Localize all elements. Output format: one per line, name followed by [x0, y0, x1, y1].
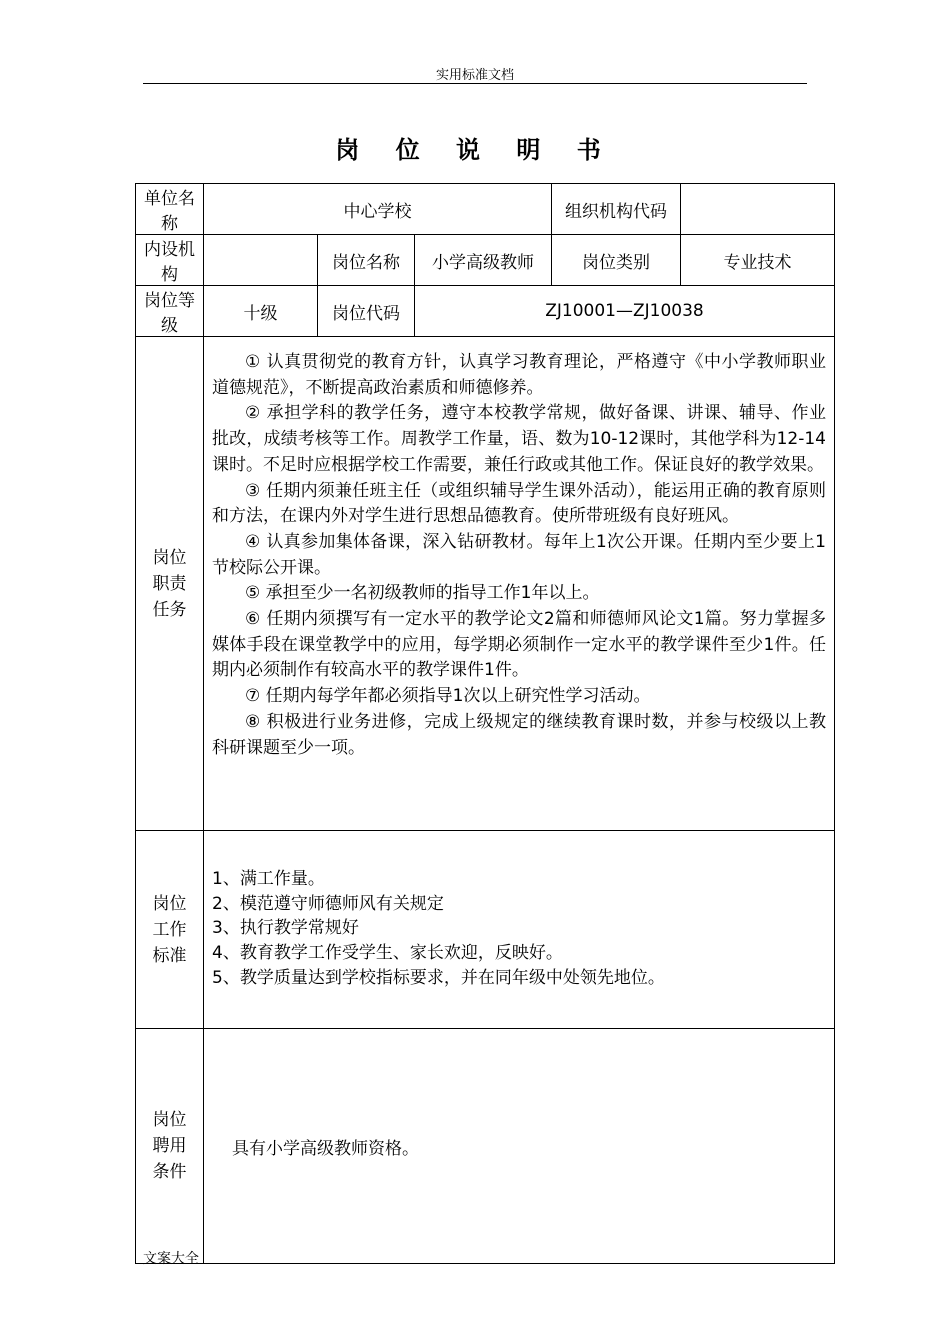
duty-item: ① 认真贯彻党的教育方针，认真学习教育理论，严格遵守《中小学教师职业道德规范》，不断提高政治素质和师德修养。 — [212, 352, 826, 398]
dept-value — [204, 235, 318, 286]
page-footer: 文案大全 — [143, 1251, 199, 1267]
standards-label — [136, 831, 204, 1029]
requirements-label-line: 条件 — [152, 1162, 187, 1182]
table-row — [136, 831, 835, 1029]
duty-item: ⑤ 承担至少一名初级教师的指导工作1年以上。 — [245, 583, 600, 604]
duties-label — [136, 337, 204, 831]
org-code-label: 组织机构代码 — [552, 184, 681, 235]
standards-label-line: 工作 — [152, 919, 187, 940]
page-header: 实用标准文档 — [435, 68, 514, 83]
requirements-content — [204, 1029, 835, 1264]
duty-item: ② 承担学科的教学任务，遵守本校教学常规，做好备课、讲课、辅导、作业批改，成绩考核等工作。周教学工作量，语、数为10-12课时，其他学科为12-14课时。不足时应根据学校工作需要，兼任行政或其他工作。保证良好的教学效果。 — [212, 403, 826, 475]
job-description-table — [135, 183, 835, 1264]
post-name-label: 岗位名称 — [318, 235, 415, 286]
table-row — [136, 184, 835, 235]
duties-label-line: 职责 — [152, 573, 187, 594]
duty-item: ⑦ 任期内每学年都必须指导1次以上研究性学习活动。 — [245, 686, 651, 707]
standard-item: 3、执行教学常规好 — [212, 918, 359, 939]
post-name-value: 小学高级教师 — [415, 235, 552, 286]
dept-label: 内设机构 — [136, 235, 204, 286]
requirements-label — [136, 1029, 204, 1264]
post-type-value: 专业技术 — [681, 235, 835, 286]
duty-item: ⑧ 积极进行业务进修，完成上级规定的继续教育课时数，并参与校级以上教科研课题至少一项。 — [212, 711, 826, 758]
duty-item: ④ 认真参加集体备课，深入钻研教材。每年上1次公开课。任期内至少要上1节校际公开课。 — [212, 531, 826, 578]
post-level-value: 十级 — [204, 286, 318, 337]
unit-name-label: 单位名称 — [136, 184, 204, 235]
unit-name-value: 中心学校 — [204, 184, 552, 235]
duties-content — [204, 337, 835, 831]
header-rule — [143, 83, 807, 84]
standard-item: 1、满工作量。 — [212, 869, 325, 889]
standard-item: 5、教学质量达到学校指标要求，并在同年级中处领先地位。 — [212, 967, 665, 988]
post-level-label: 岗位等级 — [136, 286, 204, 337]
post-code-value: ZJ10001—ZJ10038 — [415, 286, 835, 337]
table-row — [136, 286, 835, 337]
duty-item: ③ 任期内须兼任班主任（或组织辅导学生课外活动），能运用正确的教育原则和方法，在课内外对学生进行思想品德教育。使所带班级有良好班风。 — [212, 480, 826, 527]
standards-label-line: 岗位 — [152, 893, 187, 914]
standards-content — [204, 831, 835, 1029]
table-row — [136, 235, 835, 286]
duties-label-line: 任务 — [152, 599, 187, 620]
standard-item: 4、教育教学工作受学生、家长欢迎，反映好。 — [212, 943, 563, 964]
standard-item: 2、模范遵守师德师风有关规定 — [212, 893, 444, 914]
requirement-text: 具有小学高级教师资格。 — [232, 1138, 419, 1159]
table-row — [136, 337, 835, 831]
standards-label-line: 标准 — [152, 945, 187, 966]
table-row — [136, 1029, 835, 1264]
duty-item: ⑥ 任期内须撰写有一定水平的教学论文2篇和师德师风论文1篇。努力掌握多媒体手段在课堂教学中的应用，每学期必须制作一定水平的教学课件至少1件。任期内必须制作有较高水平的教学课件1件。 — [212, 609, 826, 681]
requirements-label-line: 岗位 — [152, 1110, 187, 1130]
org-code-value — [681, 184, 835, 235]
duties-label-line: 岗位 — [152, 547, 187, 568]
document-title: 岗 位 说 明 书 — [335, 136, 615, 164]
requirements-label-line: 聘用 — [152, 1136, 187, 1156]
post-type-label: 岗位类别 — [552, 235, 681, 286]
post-code-label: 岗位代码 — [318, 286, 415, 337]
